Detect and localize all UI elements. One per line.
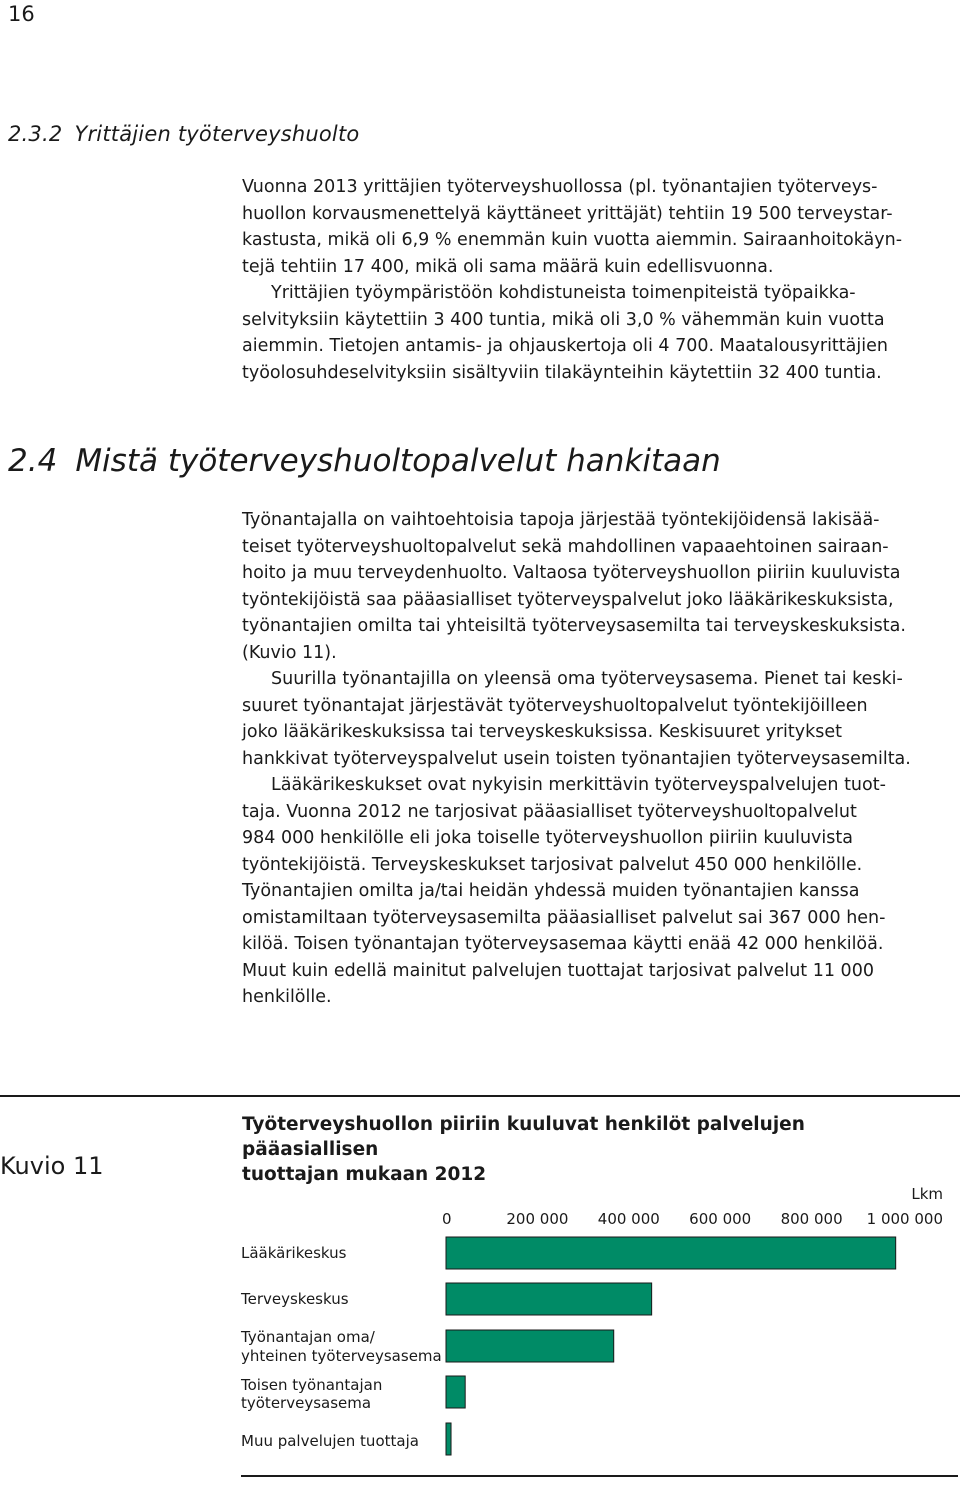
body-line: teiset työterveyshuoltopalvelut sekä mahdollinen vapaaehtoinen sairaan- bbox=[242, 536, 889, 557]
body-line: huollon korvausmenettelyä käyttäneet yrittäjät) tehtiin 19 500 terveystar- bbox=[242, 203, 893, 224]
body-line: taja. Vuonna 2012 ne tarjosivat pääasialliset työterveyshuoltopalvelut bbox=[242, 801, 857, 822]
body-line: omistamiltaan työterveysasemilta pääasialliset palvelut sai 367 000 hen- bbox=[242, 907, 886, 928]
bar bbox=[446, 1283, 652, 1315]
section-title: Mistä työterveyshuoltopalvelut hankitaan bbox=[75, 443, 721, 479]
category-label: Lääkärikeskus bbox=[241, 1244, 347, 1262]
figure-label: Kuvio 11 bbox=[0, 1152, 104, 1180]
category-label: Muu palvelujen tuottaja bbox=[241, 1432, 419, 1450]
page-number: 16 bbox=[8, 2, 35, 26]
chart-title-line: tuottajan mukaan 2012 bbox=[242, 1164, 487, 1185]
section-number: 2.3.2 bbox=[8, 122, 63, 146]
body-line: Yrittäjien työympäristöön kohdistuneista toimenpiteistä työpaikka- bbox=[271, 283, 856, 303]
body-line: kilöä. Toisen työnantajan työterveysasemaa käytti enää 42 000 henkilöä. bbox=[242, 934, 884, 954]
x-tick-label: 0 bbox=[442, 1210, 452, 1228]
category-label: yhteinen työterveysasema bbox=[241, 1347, 442, 1365]
section-number: 2.4 bbox=[8, 443, 58, 479]
body-line: hankkivat työterveyspalvelut usein toisten työnantajien työterveysasemilta. bbox=[242, 748, 911, 769]
body-line: henkilölle. bbox=[242, 987, 332, 1007]
body-line: suuret työnantajat järjestävät työterveyshuoltopalvelut työntekijöilleen bbox=[242, 695, 868, 716]
body-line: Suurilla työnantajilla on yleensä oma työterveysasema. Pienet tai keski- bbox=[271, 669, 903, 689]
body-line: hoito ja muu terveydenhuolto. Valtaosa työterveyshuollon piiriin kuuluvista bbox=[242, 563, 901, 583]
body-line: Muut kuin edellä mainitut palvelujen tuottajat tarjosivat palvelut 11 000 bbox=[242, 960, 874, 981]
x-tick-label: 400 000 bbox=[597, 1210, 660, 1228]
body-line: kastusta, mikä oli 6,9 % enemmän kuin vuotta aiemmin. Sairaanhoitokäyn- bbox=[242, 230, 903, 250]
body-line: aiemmin. Tietojen antamis- ja ohjauskertoja oli 4 700. Maatalousyrittäjien bbox=[242, 336, 888, 356]
category-label: Työnantajan oma/ bbox=[241, 1328, 375, 1346]
unit-label: Lkm bbox=[911, 1185, 943, 1203]
body-line: tejä tehtiin 17 400, mikä oli sama määrä kuin edellisvuonna. bbox=[242, 256, 774, 277]
category-label: Terveyskeskus bbox=[241, 1290, 349, 1308]
chart-title-line: Työterveyshuollon piiriin kuuluvat henkilöt palvelujen pääasiallisen bbox=[242, 1114, 805, 1160]
body-line: Vuonna 2013 yrittäjien työterveyshuollossa (pl. työnantajien työterveys- bbox=[242, 177, 878, 197]
x-tick-label: 200 000 bbox=[506, 1210, 569, 1228]
category-label: työterveysasema bbox=[241, 1394, 372, 1412]
body-line: työolosuhdeselvityksiin sisältyviin tilakäynteihin käytettiin 32 400 tuntia. bbox=[242, 362, 882, 383]
body-line: työntekijöistä saa pääasialliset työterveyspalvelut joko lääkärikeskuksista, bbox=[242, 589, 894, 610]
body-line: Työnantajalla on vaihtoehtoisia tapoja järjestää työntekijöidensä lakisää- bbox=[242, 510, 880, 530]
body-line: (Kuvio 11). bbox=[242, 642, 337, 663]
x-tick-label: 800 000 bbox=[780, 1210, 843, 1228]
section-title: Yrittäjien työterveyshuolto bbox=[74, 122, 360, 146]
bar bbox=[446, 1237, 896, 1269]
bar bbox=[446, 1330, 614, 1362]
bar bbox=[446, 1376, 465, 1408]
body-line: Työnantajien omilta ja/tai heidän yhdessä muiden työnantajien kanssa bbox=[242, 881, 860, 901]
body-line: työntekijöistä. Terveyskeskukset tarjosivat palvelut 450 000 henkilölle. bbox=[242, 854, 863, 875]
body-line: työnantajien omilta tai yhteisiltä työterveysasemilta tai terveyskeskuksista. bbox=[242, 616, 906, 636]
x-tick-label: 600 000 bbox=[689, 1210, 752, 1228]
x-tick-label: 1 000 000 bbox=[866, 1210, 943, 1228]
body-line: joko lääkärikeskuksissa tai terveyskeskuksissa. Keskisuuret yritykset bbox=[242, 722, 842, 742]
body-line: 984 000 henkilölle eli joka toiselle työterveyshuollon piiriin kuuluvista bbox=[242, 828, 853, 848]
body-line: Lääkärikeskukset ovat nykyisin merkittävin työterveyspalvelujen tuot- bbox=[271, 775, 886, 795]
bar bbox=[446, 1423, 451, 1455]
body-line: selvityksiin käytettiin 3 400 tuntia, mikä oli 3,0 % vähemmän kuin vuotta bbox=[242, 309, 885, 330]
category-label: Toisen työnantajan bbox=[241, 1376, 383, 1394]
